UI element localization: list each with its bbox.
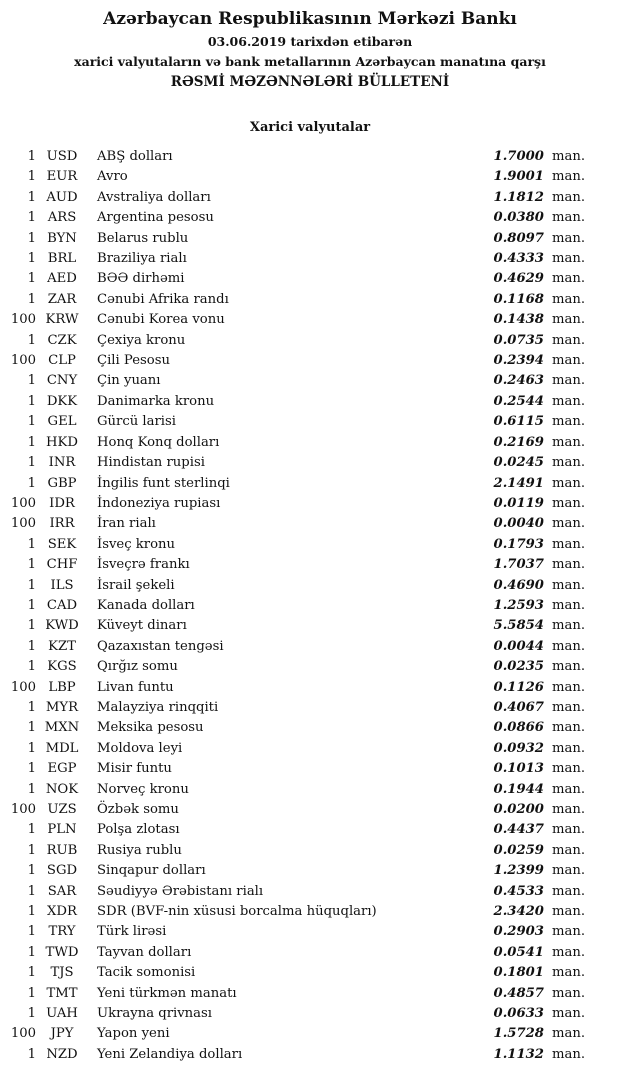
table-row — [2, 188, 590, 208]
unit-cell: man. — [552, 781, 586, 797]
quantity-cell: 1 — [27, 883, 36, 899]
currency-code-cell: BYN — [47, 230, 77, 246]
currency-code-cell: KWD — [45, 618, 79, 634]
currency-code-cell: EUR — [46, 169, 78, 185]
table-row — [2, 229, 590, 249]
currency-code-cell: KRW — [45, 312, 79, 328]
table-row — [2, 208, 590, 228]
currency-code-cell: KGS — [47, 659, 77, 675]
unit-cell: man. — [552, 577, 586, 593]
quantity-cell: 100 — [10, 679, 36, 695]
quantity-cell: 1 — [27, 455, 36, 471]
table-row — [2, 902, 590, 922]
rate-value-cell: 1.2593 — [493, 597, 544, 613]
currency-code-cell: TMT — [46, 985, 78, 1001]
rate-value-cell: 0.1126 — [493, 679, 544, 695]
unit-cell: man. — [552, 455, 586, 471]
currency-name-cell: İsveçrə frankı — [97, 557, 190, 573]
rate-value-cell: 0.4690 — [493, 577, 544, 593]
quantity-cell: 1 — [27, 924, 36, 940]
rate-value-cell: 0.4437 — [493, 822, 544, 838]
rate-value-cell: 0.0259 — [493, 842, 544, 858]
rate-value-cell: 0.0735 — [493, 332, 544, 348]
table-row — [2, 922, 590, 942]
currency-name-cell: Cənubi Afrika randı — [97, 291, 229, 307]
unit-cell: man. — [552, 618, 586, 634]
unit-cell: man. — [552, 1026, 586, 1042]
table-row — [2, 882, 590, 902]
currency-name-cell: Çexiya kronu — [97, 332, 186, 348]
currency-code-cell: MDL — [45, 740, 79, 756]
currency-code-cell: NZD — [46, 1046, 78, 1062]
unit-cell: man. — [552, 985, 586, 1001]
quantity-cell: 1 — [27, 1046, 36, 1062]
quantity-cell: 1 — [27, 271, 36, 287]
table-row — [2, 453, 590, 473]
quantity-cell: 1 — [27, 210, 36, 226]
currency-code-cell: TWD — [45, 944, 79, 960]
currency-code-cell: USD — [46, 149, 78, 164]
currency-code-cell: MYR — [45, 699, 79, 715]
table-row — [2, 637, 590, 657]
currency-name-cell: Meksika pesosu — [97, 720, 204, 736]
unit-cell: man. — [552, 353, 586, 369]
table-row — [2, 861, 590, 881]
currency-name-cell: Çin yuanı — [97, 373, 161, 389]
currency-code-cell: CNY — [46, 373, 78, 389]
currency-name-cell: İsrail şekeli — [97, 577, 175, 593]
currency-code-cell: EGP — [47, 761, 77, 777]
rate-value-cell: 0.1801 — [493, 965, 544, 981]
rate-value-cell: 1.1812 — [493, 189, 544, 205]
unit-cell: man. — [552, 1046, 586, 1062]
quantity-cell: 1 — [27, 230, 36, 246]
quantity-cell: 1 — [27, 251, 36, 267]
currency-name-cell: Honq Konq dolları — [97, 434, 220, 450]
unit-cell: man. — [552, 761, 586, 777]
currency-name-cell: Yapon yeni — [97, 1026, 170, 1042]
currency-code-cell: MXN — [44, 720, 80, 736]
currency-name-cell: Belarus rublu — [97, 230, 189, 246]
unit-cell: man. — [552, 638, 586, 654]
currency-name-cell: Danimarka kronu — [97, 393, 215, 409]
rate-value-cell: 1.1132 — [493, 1046, 544, 1062]
unit-cell: man. — [552, 251, 586, 267]
rate-value-cell: 0.4533 — [493, 883, 544, 899]
rate-value-cell: 1.7000 — [493, 149, 544, 164]
currency-code-cell: DKK — [46, 393, 78, 409]
currency-code-cell: AUD — [46, 189, 78, 205]
currency-name-cell: Gürcü larisi — [97, 414, 176, 430]
currency-code-cell: GEL — [47, 414, 77, 430]
quantity-cell: 1 — [27, 842, 36, 858]
quantity-cell: 1 — [27, 169, 36, 185]
currency-name-cell: Çili Pesosu — [97, 353, 170, 369]
currency-name-cell: Özbək somu — [97, 802, 179, 817]
table-row — [2, 269, 590, 289]
currency-code-cell: HKD — [46, 434, 78, 450]
currency-code-cell: XDR — [47, 904, 77, 920]
currency-name-cell: Kanada dolları — [97, 597, 195, 613]
currency-code-cell: ZAR — [47, 291, 77, 307]
unit-cell: man. — [552, 924, 586, 940]
quantity-cell: 1 — [27, 659, 36, 675]
table-row — [2, 412, 590, 432]
currency-code-cell: IRR — [49, 516, 75, 532]
table-row — [2, 963, 590, 983]
rate-value-cell: 0.1013 — [493, 761, 544, 777]
currency-code-cell: LBP — [48, 679, 76, 695]
currency-code-cell: CZK — [47, 332, 77, 348]
quantity-cell: 1 — [27, 965, 36, 981]
unit-cell: man. — [552, 802, 586, 817]
unit-cell: man. — [552, 434, 586, 450]
quantity-cell: 1 — [27, 740, 36, 756]
quantity-cell: 100 — [10, 312, 36, 328]
rate-value-cell: 0.1168 — [493, 291, 544, 307]
rate-value-cell: 1.5728 — [493, 1026, 544, 1042]
currency-name-cell: Malayziya rinqqiti — [97, 699, 219, 715]
quantity-cell: 100 — [10, 516, 36, 532]
quantity-cell: 1 — [27, 557, 36, 573]
currency-name-cell: Yeni Zelandiya dolları — [97, 1046, 243, 1062]
currency-code-cell: UAH — [46, 1006, 78, 1022]
quantity-cell: 1 — [27, 618, 36, 634]
rate-value-cell: 0.0119 — [493, 495, 544, 511]
currency-name-cell: Avro — [97, 169, 128, 185]
quantity-cell: 1 — [27, 822, 36, 838]
rate-value-cell: 0.0380 — [493, 210, 544, 226]
currency-code-cell: PLN — [47, 822, 77, 838]
unit-cell: man. — [552, 536, 586, 552]
quantity-cell: 1 — [27, 332, 36, 348]
rate-value-cell: 0.1944 — [493, 781, 544, 797]
rate-value-cell: 0.1793 — [493, 536, 544, 552]
currency-code-cell: IDR — [49, 495, 75, 511]
unit-cell: man. — [552, 699, 586, 715]
currency-name-cell: Braziliya rialı — [97, 251, 187, 267]
currency-code-cell: BRL — [47, 251, 77, 267]
quantity-cell: 1 — [27, 985, 36, 1001]
rate-value-cell: 0.0633 — [493, 1006, 544, 1022]
table-row — [2, 392, 590, 412]
quantity-cell: 1 — [27, 638, 36, 654]
unit-cell: man. — [552, 332, 586, 348]
quantity-cell: 1 — [27, 761, 36, 777]
table-row — [2, 984, 590, 1004]
unit-cell: man. — [552, 210, 586, 226]
rate-value-cell: 0.0541 — [493, 944, 544, 960]
table-row — [2, 310, 590, 330]
currency-name-cell: BƏƏ dirhəmi — [97, 271, 185, 287]
unit-cell: man. — [552, 659, 586, 675]
quantity-cell: 1 — [27, 781, 36, 797]
rate-value-cell: 5.5854 — [493, 618, 544, 634]
quantity-cell: 1 — [27, 944, 36, 960]
table-row — [2, 167, 590, 187]
table-row — [2, 698, 590, 718]
quantity-cell: 1 — [27, 434, 36, 450]
quantity-cell: 1 — [27, 699, 36, 715]
currency-code-cell: JPY — [50, 1026, 74, 1042]
currency-code-cell: UZS — [47, 802, 77, 817]
currency-name-cell: İsveç kronu — [97, 536, 176, 552]
unit-cell: man. — [552, 822, 586, 838]
quantity-cell: 1 — [27, 863, 36, 879]
unit-cell: man. — [552, 944, 586, 960]
currency-code-cell: SGD — [46, 863, 78, 879]
rate-value-cell: 0.4333 — [493, 251, 544, 267]
quantity-cell: 1 — [27, 904, 36, 920]
unit-cell: man. — [552, 414, 586, 430]
rate-value-cell: 0.8097 — [493, 230, 544, 246]
table-row — [2, 739, 590, 759]
quantity-cell: 100 — [10, 353, 36, 369]
currency-code-cell: ARS — [47, 210, 77, 226]
quantity-cell: 1 — [27, 720, 36, 736]
table-row — [2, 678, 590, 698]
unit-cell: man. — [552, 883, 586, 899]
currency-code-cell: TRY — [48, 924, 76, 940]
currency-name-cell: Hindistan rupisi — [97, 455, 205, 471]
table-row — [2, 718, 590, 738]
section-title-foreign-currencies: Xarici valyutalar — [249, 120, 371, 135]
rate-value-cell: 0.2903 — [493, 924, 544, 940]
currency-code-cell: INR — [48, 455, 76, 471]
table-row — [2, 800, 590, 820]
unit-cell: man. — [552, 863, 586, 879]
unit-cell: man. — [552, 740, 586, 756]
table-row — [2, 576, 590, 596]
quantity-cell: 1 — [27, 189, 36, 205]
currency-name-cell: Livan funtu — [97, 679, 174, 695]
table-row — [2, 596, 590, 616]
currency-name-cell: Tacik somonisi — [97, 965, 196, 981]
unit-cell: man. — [552, 557, 586, 573]
unit-cell: man. — [552, 149, 586, 164]
quantity-cell: 1 — [27, 536, 36, 552]
quantity-cell: 1 — [27, 1006, 36, 1022]
quantity-cell: 1 — [27, 149, 36, 164]
unit-cell: man. — [552, 904, 586, 920]
rate-value-cell: 0.2463 — [493, 373, 544, 389]
quantity-cell: 1 — [27, 597, 36, 613]
currency-name-cell: Küveyt dinarı — [97, 618, 187, 634]
unit-cell: man. — [552, 597, 586, 613]
currency-name-cell: Ukrayna qrivnası — [97, 1006, 213, 1022]
currency-name-cell: Norveç kronu — [97, 781, 189, 797]
table-row — [2, 535, 590, 555]
unit-cell: man. — [552, 495, 586, 511]
rate-value-cell: 0.4629 — [493, 271, 544, 287]
unit-cell: man. — [552, 475, 586, 491]
quantity-cell: 100 — [10, 802, 36, 817]
currency-name-cell: Qırğız somu — [97, 659, 178, 675]
table-row — [2, 514, 590, 534]
rate-value-cell: 2.1491 — [493, 475, 544, 491]
unit-cell: man. — [552, 393, 586, 409]
rate-value-cell: 0.1438 — [493, 312, 544, 328]
quantity-cell: 1 — [27, 475, 36, 491]
rate-value-cell: 0.0932 — [493, 740, 544, 756]
currency-name-cell: İndoneziya rupiası — [97, 495, 221, 511]
rate-value-cell: 1.2399 — [493, 863, 544, 879]
unit-cell: man. — [552, 291, 586, 307]
currency-name-cell: Türk lirəsi — [97, 924, 167, 940]
currency-code-cell: ILS — [50, 577, 74, 593]
table-row — [2, 351, 590, 371]
unit-cell: man. — [552, 230, 586, 246]
unit-cell: man. — [552, 373, 586, 389]
rate-value-cell: 0.0200 — [493, 802, 544, 817]
effective-date-line: 03.06.2019 tarixdən etibarən — [207, 34, 413, 49]
quantity-cell: 1 — [27, 414, 36, 430]
currency-name-cell: Yeni türkmən manatı — [97, 985, 237, 1001]
unit-cell: man. — [552, 965, 586, 981]
rate-value-cell: 1.7037 — [493, 557, 544, 573]
rate-value-cell: 0.0866 — [493, 720, 544, 736]
quantity-cell: 1 — [27, 577, 36, 593]
quantity-cell: 1 — [27, 373, 36, 389]
currency-code-cell: CHF — [46, 557, 78, 573]
currency-code-cell: KZT — [48, 638, 76, 654]
currency-name-cell: Sinqapur dolları — [97, 863, 206, 879]
table-row — [2, 474, 590, 494]
currency-name-cell: İran rialı — [97, 516, 156, 532]
currency-code-cell: NOK — [45, 781, 79, 797]
table-row — [2, 494, 590, 514]
rate-value-cell: 0.0040 — [493, 516, 544, 532]
unit-cell: man. — [552, 169, 586, 185]
unit-cell: man. — [552, 312, 586, 328]
currency-name-cell: Misir funtu — [97, 761, 172, 777]
table-row — [2, 249, 590, 269]
table-row — [2, 1024, 590, 1044]
rate-value-cell: 0.2394 — [493, 353, 544, 369]
unit-cell: man. — [552, 189, 586, 205]
rates-table — [2, 147, 590, 1065]
currency-code-cell: GBP — [47, 475, 77, 491]
currency-name-cell: Cənubi Korea vonu — [97, 312, 225, 328]
currency-name-cell: Qazaxıstan tengəsi — [97, 638, 224, 654]
table-row — [2, 147, 590, 167]
rate-value-cell: 0.0044 — [493, 638, 544, 654]
rate-value-cell: 0.0245 — [493, 455, 544, 471]
unit-cell: man. — [552, 1006, 586, 1022]
currency-code-cell: AED — [47, 271, 77, 287]
table-row — [2, 841, 590, 861]
quantity-cell: 1 — [27, 393, 36, 409]
table-row — [2, 290, 590, 310]
rate-value-cell: 0.0235 — [493, 659, 544, 675]
table-row — [2, 943, 590, 963]
quantity-cell: 100 — [10, 495, 36, 511]
rate-value-cell: 0.4857 — [493, 985, 544, 1001]
currency-code-cell: SAR — [47, 883, 77, 899]
table-row — [2, 555, 590, 575]
rate-value-cell: 0.4067 — [493, 699, 544, 715]
currency-code-cell: SEK — [47, 536, 77, 552]
page-title: Azərbaycan Respublikasının Mərkəzi Bankı — [103, 9, 517, 29]
table-row — [2, 820, 590, 840]
currency-name-cell: Avstraliya dolları — [97, 189, 211, 205]
table-row — [2, 1045, 590, 1065]
currency-name-cell: Moldova leyi — [97, 740, 183, 756]
currency-name-cell: Argentina pesosu — [97, 210, 214, 226]
currency-code-cell: CAD — [46, 597, 78, 613]
rate-value-cell: 1.9001 — [493, 169, 544, 185]
currency-name-cell: Tayvan dolları — [97, 944, 192, 960]
unit-cell: man. — [552, 679, 586, 695]
currency-code-cell: TJS — [50, 965, 74, 981]
currency-name-cell: Səudiyyə Ərəbistanı rialı — [97, 883, 264, 899]
table-row — [2, 759, 590, 779]
unit-cell: man. — [552, 271, 586, 287]
currency-code-cell: RUB — [46, 842, 78, 858]
bulletin-title: RƏSMİ MƏZƏNNƏLƏRİ BÜLLETENİ — [170, 74, 450, 90]
table-row — [2, 780, 590, 800]
rate-value-cell: 2.3420 — [493, 904, 544, 920]
quantity-cell: 100 — [10, 1026, 36, 1042]
currency-name-cell: Rusiya rublu — [97, 842, 182, 858]
currency-name-cell: Polşa zlotası — [97, 822, 180, 838]
currency-name-cell: ABŞ dolları — [97, 149, 173, 164]
currency-code-cell: CLP — [48, 353, 76, 369]
quantity-cell: 1 — [27, 291, 36, 307]
table-row — [2, 371, 590, 391]
unit-cell: man. — [552, 516, 586, 532]
unit-cell: man. — [552, 842, 586, 858]
table-row — [2, 433, 590, 453]
currency-name-cell: İngilis funt sterlinqi — [97, 475, 230, 491]
unit-cell: man. — [552, 720, 586, 736]
subject-line: xarici valyutaların və bank metallarının Azərbaycan manatına qarşı — [74, 54, 546, 69]
table-row — [2, 657, 590, 677]
rate-value-cell: 0.6115 — [493, 414, 544, 430]
table-row — [2, 331, 590, 351]
table-row — [2, 616, 590, 636]
rate-value-cell: 0.2544 — [493, 393, 544, 409]
currency-name-cell: SDR (BVF-nin xüsusi borcalma hüquqları) — [97, 904, 377, 920]
rate-value-cell: 0.2169 — [493, 434, 544, 450]
table-row — [2, 1004, 590, 1024]
